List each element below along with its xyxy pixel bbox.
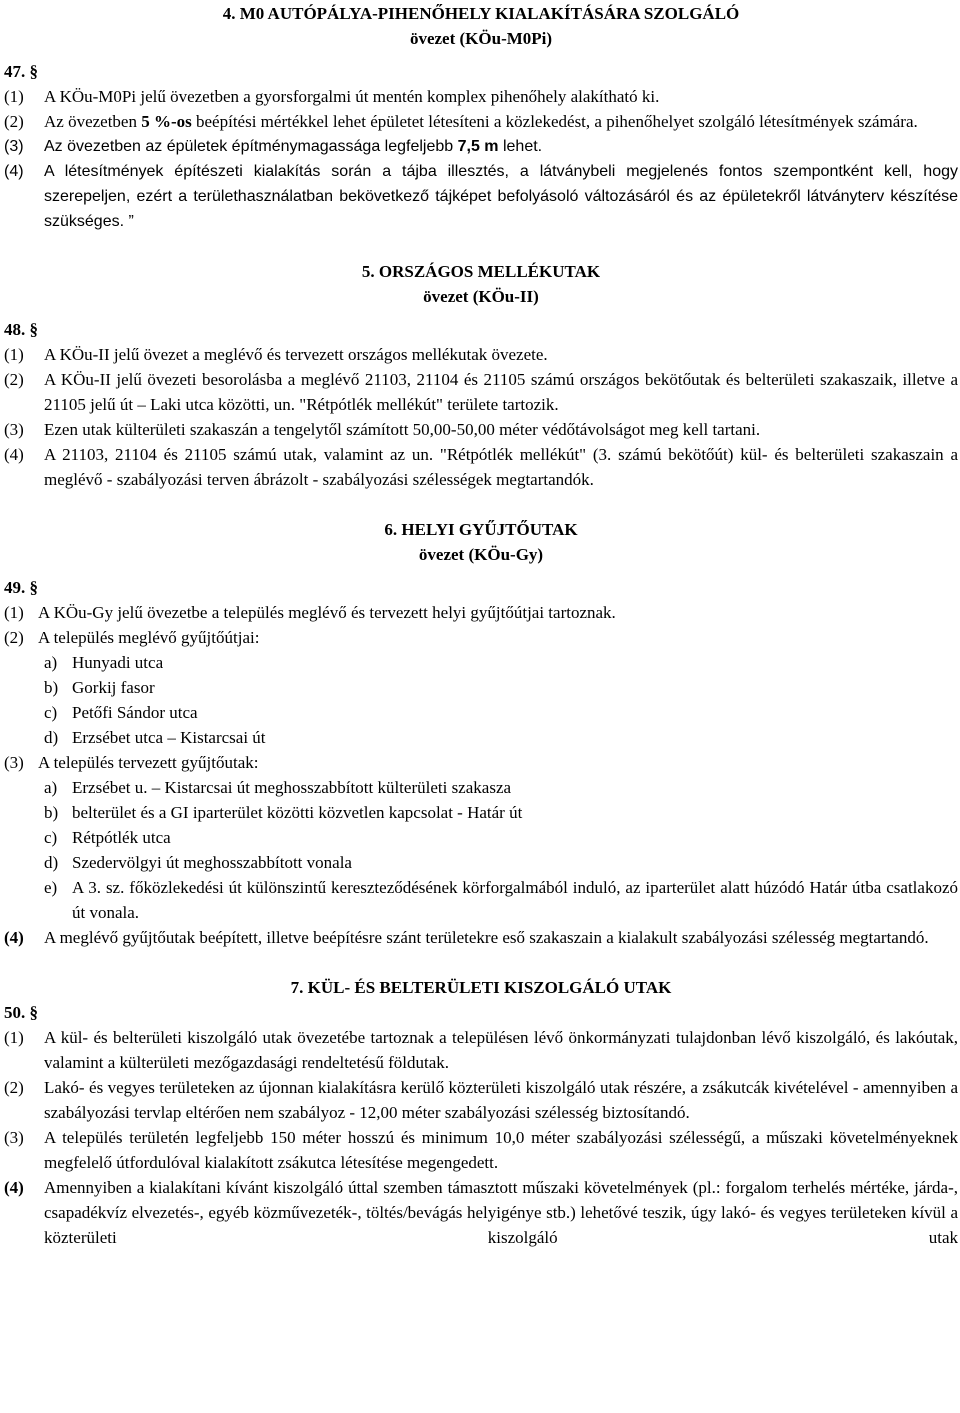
section-49-heading: 49. § bbox=[4, 578, 38, 597]
list-item bbox=[4, 675, 958, 700]
list-item-letter: b) bbox=[44, 803, 59, 822]
chapter-5-title: 5. ORSZÁGOS MELLÉKUTAK bbox=[361, 262, 601, 281]
section-47-paragraph-3 bbox=[4, 134, 958, 159]
list-item bbox=[4, 775, 958, 800]
section-50-paragraph-2 bbox=[4, 1075, 958, 1125]
chapter-4-title: 4. M0 AUTÓPÁLYA-PIHENŐHELY KIALAKÍTÁSÁRA SZOLGÁLÓ bbox=[222, 4, 740, 23]
list-item bbox=[4, 725, 958, 750]
paragraph-number: (2) bbox=[4, 628, 24, 647]
paragraph-number: (4) bbox=[4, 163, 24, 180]
list-item-letter: c) bbox=[44, 828, 58, 847]
list-item-text: Hunyadi utca bbox=[72, 653, 164, 672]
list-item-letter: e) bbox=[44, 878, 58, 897]
document-page bbox=[4, 0, 958, 1250]
list-item-letter: a) bbox=[44, 653, 58, 672]
section-48-paragraph-2 bbox=[4, 367, 958, 417]
paragraph-text: Lakó- és vegyes területeken az újonnan kialakításra kerülő közterületi kiszolgáló utak részére, a zsákutcák kivételével - amennyiben a szabályozási tervlap eltérően nem szabályoz - 12,00 méter szabályozási szélesség biztosítandó. bbox=[44, 1078, 958, 1122]
paragraph-number: (4) bbox=[4, 928, 24, 947]
paragraph-text: A település területén legfeljebb 150 méter hosszú és minimum 10,0 méter szabályozási szélességű, a műszaki követelményeknek megfelelő útfordulóval kialakított zsákutca létesítése megengedett. bbox=[44, 1128, 958, 1172]
paragraph-text: A kül- és belterületi kiszolgáló utak övezetébe tartoznak a településen lévő önkormányzati tulajdonban lévő kiszolgáló, és lakóutak, valamint a külterületi mezőgazdasági rendeltetésű földutak. bbox=[44, 1028, 958, 1072]
chapter-6-subtitle: övezet (KÖu-Gy) bbox=[418, 545, 544, 564]
section-47-paragraph-2 bbox=[4, 109, 958, 134]
list-item-text: Szedervölgyi út meghosszabbított vonala bbox=[72, 853, 352, 872]
list-item-text: Erzsébet u. – Kistarcsai út meghosszabbított külterületi szakasza bbox=[72, 778, 512, 797]
list-item-letter: d) bbox=[44, 853, 59, 872]
list-item-letter: b) bbox=[44, 678, 59, 697]
list-item-letter: d) bbox=[44, 728, 59, 747]
section-50-heading: 50. § bbox=[4, 1003, 38, 1022]
paragraph-number: (2) bbox=[4, 1078, 24, 1097]
paragraph-number: (1) bbox=[4, 1028, 24, 1047]
section-49-paragraph-4 bbox=[4, 925, 958, 950]
section-48-paragraph-1 bbox=[4, 342, 958, 367]
paragraph-number: (3) bbox=[4, 1128, 24, 1147]
paragraph-text: A KÖu-II jelű övezet a meglévő és tervezett országos mellékutak övezete. bbox=[44, 345, 548, 364]
paragraph-number: (1) bbox=[4, 603, 24, 622]
paragraph-text: A létesítmények építészeti kialakítás során a tájba illesztés, a látványbeli megjelenés fontos szempontként kell, hogy szerepeljen, ezért a területhasználatban bekövetkező tájképet befolyásoló változásáról és az épületekről látványterv készítése szükséges. ” bbox=[44, 163, 958, 230]
section-47-heading: 47. § bbox=[4, 62, 38, 81]
paragraph-text: A KÖu-II jelű övezeti besorolásba a meglévő 21103, 21104 és 21105 számú országos bekötőutak és belterületi szakaszaik, illetve a 21105 jelű út – Laki utca közötti, un. "Rétpótlék mellékút" területe tartozik. bbox=[44, 370, 958, 414]
list-item bbox=[4, 800, 958, 825]
list-item bbox=[4, 850, 958, 875]
list-item-text: Petőfi Sándor utca bbox=[72, 703, 198, 722]
list-item bbox=[4, 875, 958, 925]
list-item-letter: a) bbox=[44, 778, 58, 797]
list-item-text: A 3. sz. főközlekedési út különszintű kereszteződésének körforgalmából induló, az iparterület alatt húzódó Határ útba csatlakozó út vonala. bbox=[72, 878, 958, 922]
paragraph-text: Ezen utak külterületi szakaszán a tengelytől számított 50,00-50,00 méter védőtávolságot meg kell tartani. bbox=[44, 420, 761, 439]
section-48-paragraph-3 bbox=[4, 417, 958, 442]
chapter-5-subtitle: övezet (KÖu-II) bbox=[423, 287, 539, 306]
chapter-7-title: 7. KÜL- ÉS BELTERÜLETI KISZOLGÁLÓ UTAK bbox=[290, 978, 672, 997]
chapter-6-title: 6. HELYI GYŰJTŐUTAK bbox=[384, 520, 578, 539]
list-item-text: Rétpótlék utca bbox=[72, 828, 171, 847]
list-item bbox=[4, 825, 958, 850]
paragraph-bold-text: 5 %-os bbox=[141, 112, 192, 131]
paragraph-number: (4) bbox=[4, 1178, 24, 1197]
paragraph-number: (1) bbox=[4, 345, 24, 364]
paragraph-number: (2) bbox=[4, 112, 24, 131]
paragraph-text: A KÖu-Gy jelű övezetbe a település meglévő és tervezett helyi gyűjtőútjai tartoznak. bbox=[38, 603, 616, 622]
section-47-paragraph-1 bbox=[4, 84, 958, 109]
paragraph-text: A KÖu-M0Pi jelű övezetben a gyorsforgalmi út mentén komplex pihenőhely alakítható ki. bbox=[44, 87, 660, 106]
paragraph-text: Az övezetben az épületek építménymagassága legfeljebb bbox=[44, 138, 458, 155]
paragraph-number: (4) bbox=[4, 445, 24, 464]
list-item-text: belterület és a GI iparterület közötti közvetlen kapcsolat - Határ út bbox=[72, 803, 523, 822]
paragraph-bold-text: 7,5 m bbox=[457, 138, 499, 155]
paragraph-text: A meglévő gyűjtőutak beépített, illetve beépítésre szánt területekre eső szakaszain a kialakult szabályozási szélesség megtartandó. bbox=[44, 928, 929, 947]
chapter-4-subtitle: övezet (KÖu-M0Pi) bbox=[409, 29, 553, 48]
paragraph-number: (3) bbox=[4, 420, 24, 439]
paragraph-text: A 21103, 21104 és 21105 számú utak, valamint az un. "Rétpótlék mellékút" (3. számú bekötőút) kül- és belterületi szakaszain a meglévő - szabályozási terven ábrázolt - szabályozási szélességek megtartandók. bbox=[44, 445, 958, 489]
list-item bbox=[4, 700, 958, 725]
section-50-paragraph-1 bbox=[4, 1025, 958, 1075]
paragraph-text: Az övezetben bbox=[44, 112, 142, 131]
paragraph-text: Amennyiben a kialakítani kívánt kiszolgáló úttal szemben támasztott műszaki követelmények (pl.: forgalom terhelés mértéke, járda-, csapadékvíz elvezetés-, egyéb közművezeték-, töltés/bevágás helyigénye stb.) lehetővé teszik, úgy lakó- és vegyes területeken kívül a közterületi kiszolgáló utak bbox=[44, 1178, 958, 1247]
list-item-letter: c) bbox=[44, 703, 58, 722]
paragraph-text: beépítési mértékkel lehet épületet létesíteni a közlekedést, a pihenőhelyet szolgáló létesítmények számára. bbox=[191, 112, 918, 131]
list-item-text: Erzsébet utca – Kistarcsai út bbox=[72, 728, 266, 747]
paragraph-text: lehet. bbox=[498, 138, 543, 155]
section-49-paragraph-3 bbox=[4, 750, 958, 775]
paragraph-number: (1) bbox=[4, 87, 24, 106]
section-48-paragraph-4 bbox=[4, 442, 958, 492]
list-item-text: Gorkij fasor bbox=[72, 678, 155, 697]
section-50-paragraph-3 bbox=[4, 1125, 958, 1175]
paragraph-number: (2) bbox=[4, 370, 24, 389]
paragraph-number: (3) bbox=[4, 753, 24, 772]
section-50-paragraph-4 bbox=[4, 1175, 958, 1250]
section-47-paragraph-4 bbox=[4, 159, 958, 234]
paragraph-text: A település tervezett gyűjtőutak: bbox=[38, 753, 259, 772]
paragraph-text: A település meglévő gyűjtőútjai: bbox=[38, 628, 260, 647]
list-item bbox=[4, 650, 958, 675]
section-48-heading: 48. § bbox=[4, 320, 38, 339]
paragraph-number: (3) bbox=[4, 138, 24, 155]
section-49-paragraph-2 bbox=[4, 625, 958, 650]
section-49-paragraph-1 bbox=[4, 600, 958, 625]
